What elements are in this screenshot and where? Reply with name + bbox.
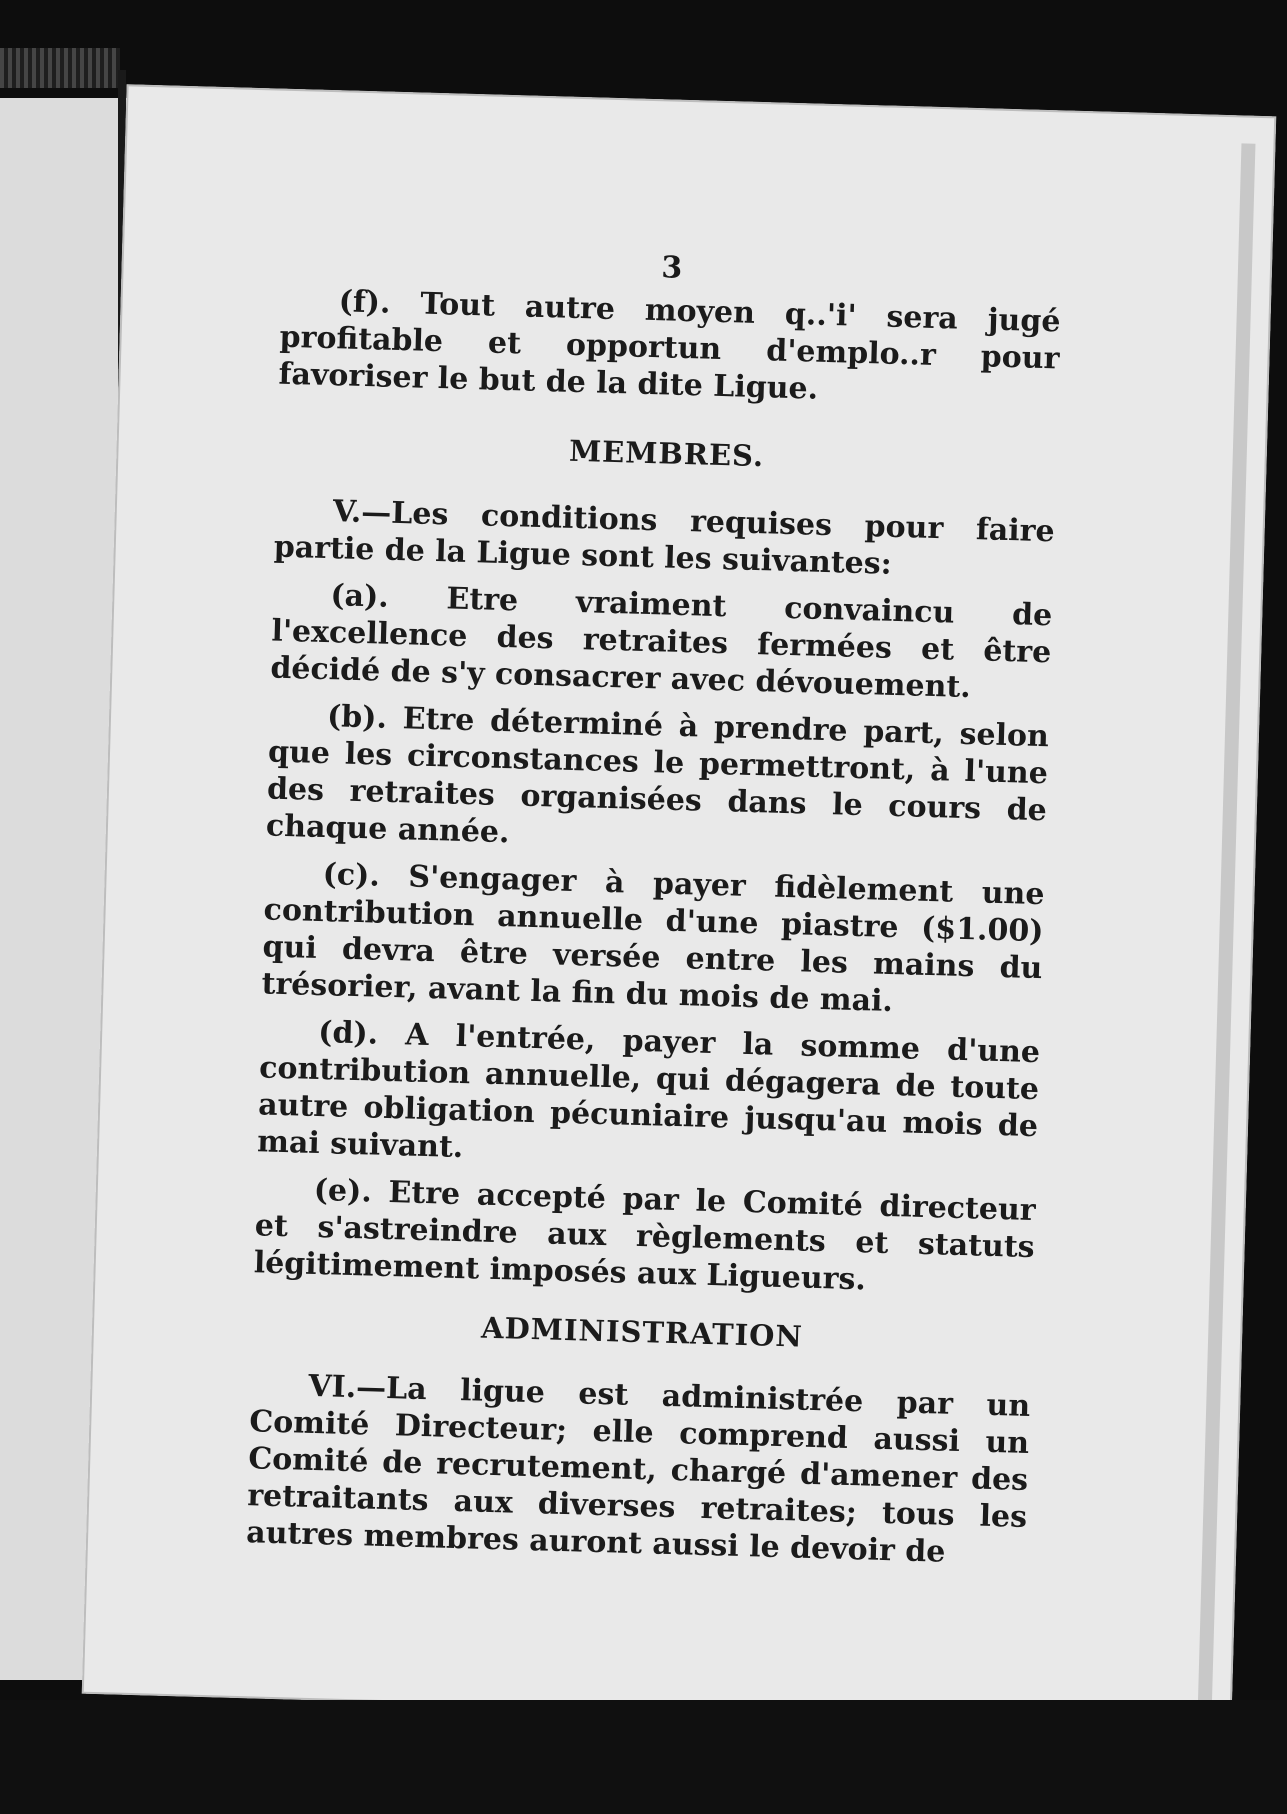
paragraph-c: (c). S'engager à payer fidèlement une contribution annuelle d'une piastre ($1.00) qui devra être versée entre les mains du trésorier, avant la fin du mois de mai.	[261, 857, 1045, 1020]
page-edge	[1198, 143, 1256, 1703]
paragraph-e: (e). Etre accepté par le Comité directeur et s'astreindre aux règlements et statuts légitimement imposés aux Ligueurs.	[253, 1172, 1037, 1298]
scan-edge-artifact	[0, 48, 120, 88]
page-content	[246, 239, 1062, 1573]
paragraph-v: V.—Les conditions requises pour faire partie de la Ligue sont les suivantes:	[273, 494, 1056, 582]
book-page	[82, 84, 1277, 1725]
page-number: 3	[660, 250, 683, 286]
paragraph-b: (b). Etre déterminé à prendre part, selon que les circonstances le permettront, à l'une des retraites organisées dans le cours de chaque année.	[265, 699, 1050, 851]
paragraph-d: (d). A l'entrée, payer la somme d'une contribution annuelle, qui dégagera de toute autre obligation pécuniaire jusqu'au mois de mai suivant.	[256, 1014, 1041, 1166]
section-heading-administration: ADMINISTRATION	[480, 1310, 804, 1354]
paragraph-a: (a). Etre vraiment convaincu de l'excellence des retraites fermées et être décidé de s'y consacrer avec dévouement.	[269, 578, 1053, 706]
section-heading-membres: MEMBRES.	[568, 433, 765, 474]
paragraph-vi: VI.—La ligue est administrée par un Comité Directeur; elle comprend aussi un Comité de recrutement, chargé d'amener des retraitants aux diverses retraites; tous les autres membres auront aussi le devoir de	[245, 1368, 1031, 1570]
scan-background	[0, 1700, 1287, 1814]
paragraph-f: (f). Tout autre moyen q..'i' sera jugé profitable et opportun d'emplo..r pour favoriser le but de la dite Ligue.	[278, 284, 1061, 407]
